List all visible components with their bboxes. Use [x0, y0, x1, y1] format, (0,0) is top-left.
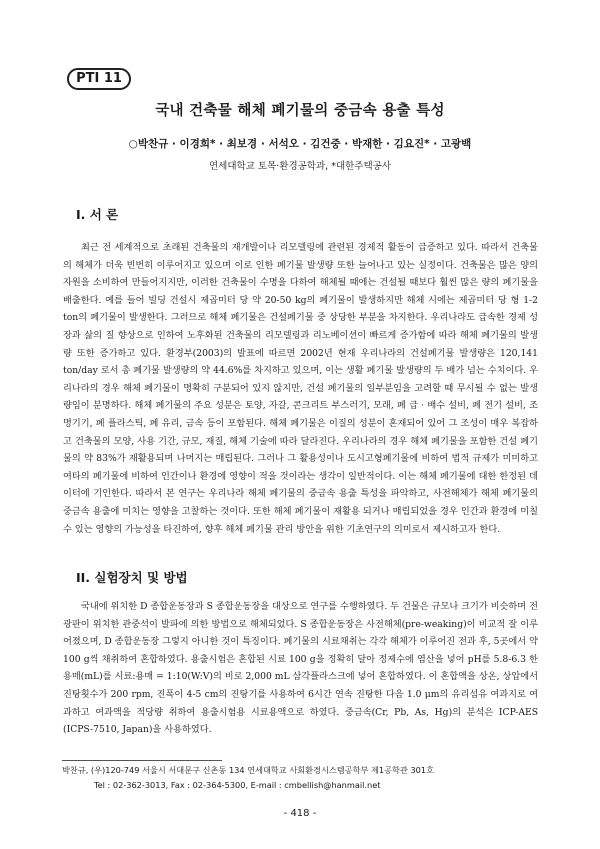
paper-title: 국내 건축물 해체 폐기물의 중금속 용출 특성 [155, 103, 445, 119]
author-list: ○박찬규 · 이경희* · 최보경 · 서석오 · 김건중 · 박재한 · 김요진* · 고광백 [128, 138, 472, 150]
introduction-paragraph: 최근 전 세계적으로 초래된 건축물의 재개발이나 리모델링에 관련된 경제적 활동이 급증하고 있다. 따라서 건축물의 해체가 더욱 빈번히 이루어지고 있으며 이로 인한 폐기물 발생량 또한 늘어나고 있는 실정이다. 건축물은 많은 양의 자원을 소비하여 만들어지지만, 이러한 건축물이 수명을 다하여 해체될 때에는 건설될 때보다 훨씬 많은 량의 폐기물을 배출한다. 예를 들어 빌딩 건설시 제곱미터 당 약 20-50 kg의 폐기물이 발생하지만 해체 시에는 제곱미터 당 형 1-2 ton의 폐기물이 발생한다. 그러므로 해체 폐기물은 건설폐기물 중 상당한 부분을 차지한다. 우리나라도 급속한 경제 성장과 삶의 질 향상으로 인하여 노후화된 건축물의 리모델링과 리노베이션이 빠르게 증가함에 따라 해체 폐기물의 발생량 또한 증가하고 있다. 환경부(2003)의 발표에 따르면 2002년 현재 우리나라의 건설폐기물 발생량은 120,141 ton/day 로서 총 폐기물 발생량의 약 44.6%를 차지하고 있으며, 이는 생활 폐기물 발생량의 두 배가 넘는 수치이다. 우리나라의 경우 해체 폐기물이 명확히 구분되어 있지 않지만, 건설 폐기물의 일부분임을 고려할 때 무시될 수 없는 발생량임이 분명하다. 해체 폐기물의 주요 성분은 토양, 자갈, 콘크리트 부스러기, 모래, 폐 급 · 배수 설비, 폐 전기 설비, 조명기기, 폐 플라스틱, 폐 유리, 금속 등이 포함된다. 해체 폐기물은 이질의 성분이 혼재되어 있어 그 조성이 매우 복잡하고 건축물의 모양, 사용 기간, 규모, 재질, 해체 기술에 따라 달라진다. 우리나라의 경우 해체 폐기물을 포함한 건설 폐기물의 약 83%가 재활용되며 나머지는 매립된다. 그러나 그 활용성이나 도시고형폐기물에 비하여 법적 규제가 미미하고 여타의 폐기물에 비하여 인간이나 환경에 영향이 적을 것이라는 생각이 일반적이다. 이는 해체 폐기물에 대한 한정된 데이터에 기인한다. 따라서 본 연구는 우리나라 해체 폐기물의 중금속 용출 특성을 파악하고, 사전해체가 해체 폐기물의 중금속 용출에 미치는 영향을 고찰하는 것이다. 또한 해체 폐기물이 재활용 되거나 매립되었을 경우 인간과 환경에 미칠 수 있는 영향의 가능성을 타진하여, 향후 해체 폐기물 관리 방안을 위한 기초연구의 의미로서 제시하고자 한다. [63, 242, 538, 535]
page-number: - 418 - [283, 808, 317, 819]
section-heading-methods: II. 실험장치 및 방법 [76, 570, 188, 585]
footnote-contact: Tel : 02-362-3013, Fax : 02-364-5300, E-mail : cmbellish@hanmail.net [94, 780, 381, 790]
methods-paragraph: 국내에 위치한 D 종합운동장과 S 종합운동장을 대상으로 연구를 수행하였다. 두 건물은 규모나 크기가 비슷하며 전광판이 위치한 관중석이 발파에 의한 방법으로 해체되었다. S 종합운동장은 사전해체(pre-weaking)이 비교적 잘 이루어졌으며, D 종합운동장 그렇지 아니한 것이 특징이다. 폐기물의 시료채취는 각각 해체가 이루어진 전과 후, 5곳에서 약 100 g씩 채취하여 혼합하였다. 용출시험은 혼합된 시료 100 g을 정확히 달아 정제수에 염산을 넣어 pH를 5.8-6.3 한 용매(mL)를 시료:용매 = 1:10(W:V)의 비로 2,000 mL 삼각플라스크에 넣어 혼합하였다. 이 혼합액을 상온, 상압에서 진탕횟수가 200 rpm, 진폭이 4-5 cm의 진탕기를 사용하여 6시간 연속 진탕한 다음 1.0 μm의 유리섬유 여과지로 여과하고 여과액을 적당량 취하여 용출시험용 시료용액으로 하였다. 중금속(Cr, Pb, As, Hg)의 분석은 ICP-AES (ICPS-7510, Japan)을 사용하였다. [63, 601, 538, 736]
affiliation: 연세대학교 토목·환경공학과, *대한주택공사 [208, 161, 392, 172]
footnote-address: 박찬규, (우)120-749 서울시 서대문구 신촌동 134 연세대학교 사회환경시스템공학부 제1공학관 301호 [62, 765, 434, 775]
section-heading-introduction: I. 서 론 [76, 207, 119, 222]
paper-code-badge: PTI 11 [67, 68, 131, 90]
footnote-divider [62, 760, 222, 761]
